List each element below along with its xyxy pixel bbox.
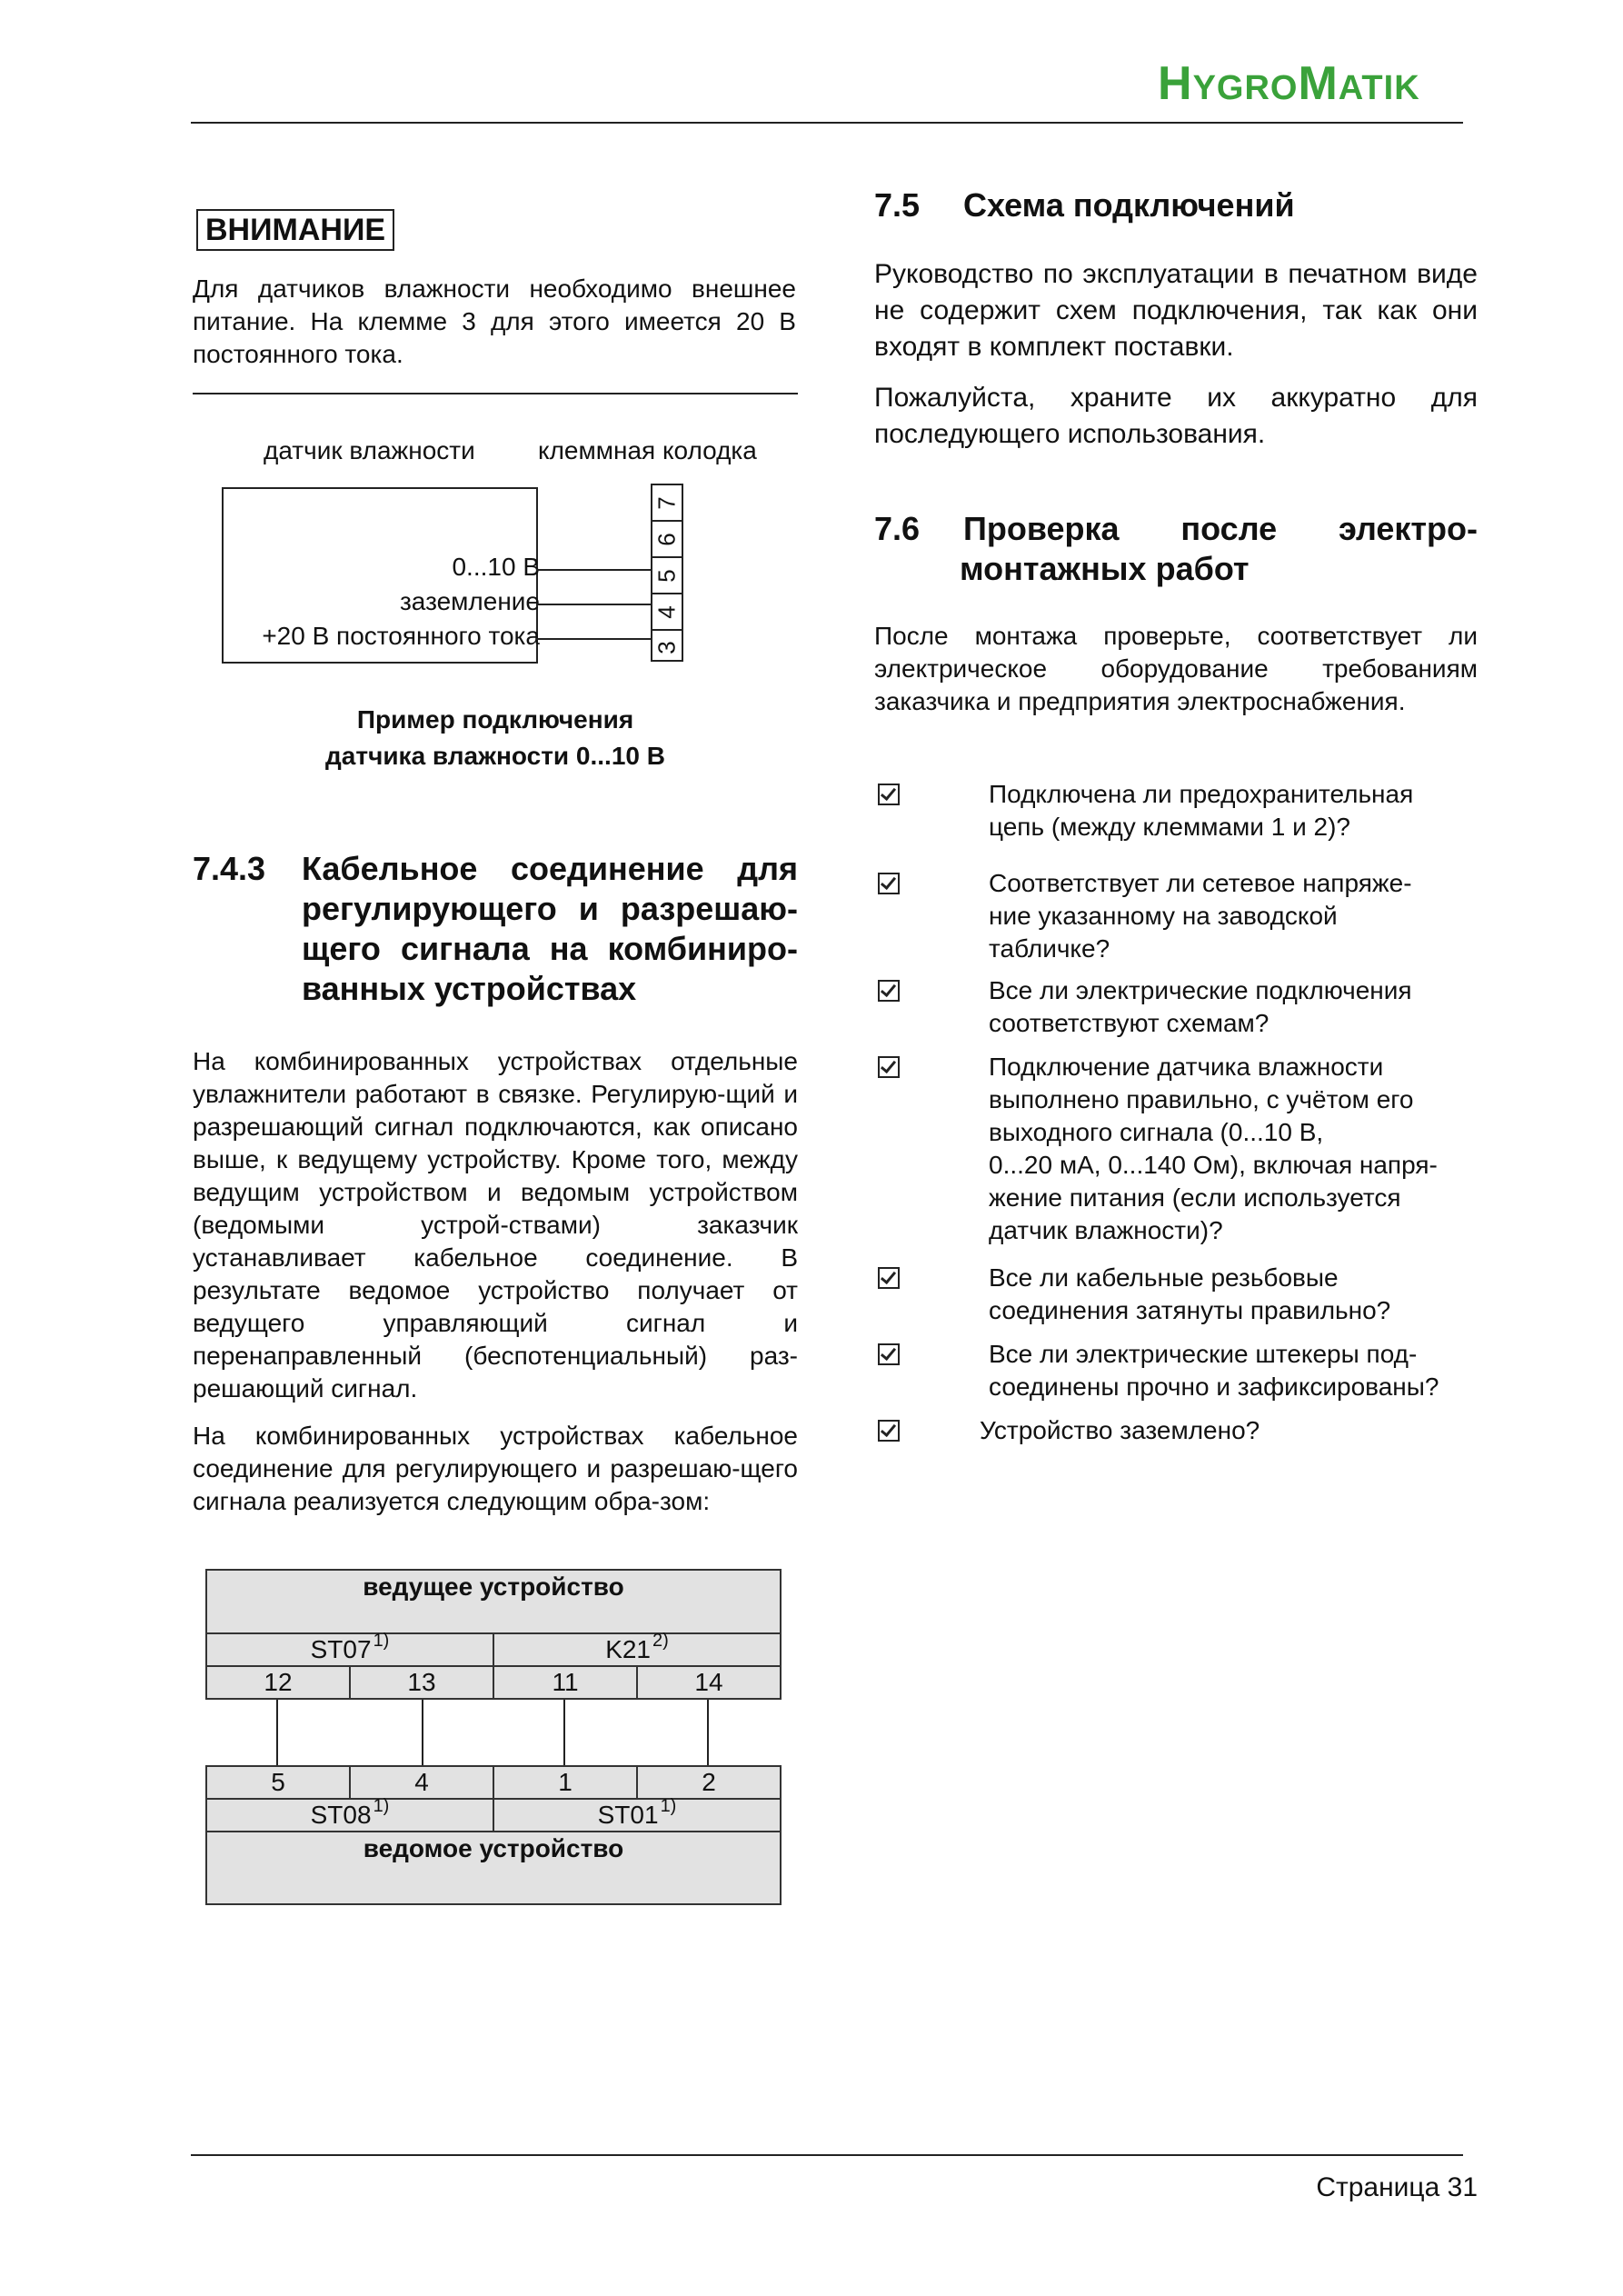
slave-connector: ST01 1) bbox=[493, 1798, 782, 1832]
paragraph: Пожалуйста, храните их аккуратно для последующего использования. bbox=[874, 383, 1478, 449]
slave-title: ведомое устройство bbox=[205, 1831, 782, 1905]
master-connector: ST07 1) bbox=[205, 1632, 494, 1667]
footer-rule bbox=[191, 2154, 1463, 2156]
wire bbox=[276, 1700, 278, 1765]
checkbox-icon bbox=[878, 1343, 900, 1365]
signal-label: заземление bbox=[399, 587, 540, 615]
checklist-item: Устройство заземлено? bbox=[980, 1416, 1260, 1444]
connection-table bbox=[205, 1569, 782, 1905]
master-pin: 12 bbox=[205, 1665, 351, 1700]
header-rule bbox=[191, 122, 1463, 124]
paragraph: На комбинированных устройствах кабельное соединение для регулирующего и разрешаю-щего сигнала реализуется следующим обра-зом: bbox=[193, 1422, 798, 1515]
sensor-label: датчик влажности bbox=[264, 436, 475, 464]
checklist-item: Все ли кабельные резьбовые соединения затянуты правильно? bbox=[989, 1263, 1391, 1324]
paragraph: На комбинированных устройствах отдельные увлажнители работают в связке. Регулирую-щий и разрешающий сигнал подключаются, как описано выше, к ведущему устройству. Кроме того, между ведущим устройством и ведомым устройством (ведомыми устрой-ствами) заказчик устанавливает кабельное соединение. В результате ведомое устройство получает от ведущего управляющий сигнал и перенаправленный (беспотенциальный) раз-решающий сигнал. bbox=[193, 1047, 798, 1403]
signal-label: 0...10 В bbox=[452, 553, 540, 581]
slave-connector: ST08 1) bbox=[205, 1798, 494, 1832]
terminal-number: 4 bbox=[652, 604, 681, 619]
wire bbox=[563, 1700, 565, 1765]
section-743-title: Кабельное соединение для регулирующего и разрешаю-щего сигнала на комбиниро-ванных устройствах bbox=[302, 850, 798, 1007]
checklist-item: Соответствует ли сетевое напряже- ние указанному на заводской табличке? bbox=[989, 869, 1412, 963]
wire bbox=[422, 1700, 423, 1765]
warning-text: Для датчиков влажности необходимо внешнее питание. На клемме 3 для этого имеется 20 В постоянного тока. bbox=[193, 275, 796, 368]
page-number: Страница 31 bbox=[1316, 2172, 1478, 2202]
signal-wire bbox=[536, 604, 651, 605]
master-pin: 13 bbox=[349, 1665, 494, 1700]
terminal-block bbox=[651, 484, 683, 662]
wire bbox=[707, 1700, 709, 1765]
slave-pin: 1 bbox=[493, 1765, 638, 1800]
paragraph: После монтажа проверьте, соответствует ли электрическое оборудование требованиям заказчика и предприятия электроснабжения. bbox=[874, 622, 1478, 715]
section-75-number: 7.5 bbox=[874, 186, 921, 224]
checkbox-icon bbox=[878, 1056, 900, 1078]
terminal-number: 6 bbox=[652, 532, 681, 546]
slave-pin: 2 bbox=[636, 1765, 782, 1800]
checkbox-icon bbox=[878, 980, 900, 1002]
diagram-caption: Пример подключения датчика влажности 0...10 В bbox=[325, 705, 665, 770]
signal-wire bbox=[536, 638, 651, 640]
checkbox-icon bbox=[878, 1267, 900, 1289]
terminal-number: 3 bbox=[652, 640, 681, 654]
slave-pin: 4 bbox=[349, 1765, 494, 1800]
checklist-item: Подключена ли предохранительная цепь (между клеммами 1 и 2)? bbox=[989, 780, 1414, 841]
master-title: ведущее устройство bbox=[205, 1569, 782, 1634]
terminal-label: клеммная колодка bbox=[538, 436, 757, 464]
warning-rule bbox=[193, 393, 798, 394]
master-connector: K21 2) bbox=[493, 1632, 782, 1667]
section-76-title: монтажных работ bbox=[960, 550, 1250, 587]
checkbox-icon bbox=[878, 784, 900, 805]
terminal-number: 5 bbox=[652, 568, 681, 583]
section-76-number: 7.6 bbox=[874, 510, 921, 547]
paragraph: Руководство по эксплуатации в печатном виде не содержит схем подключения, так как они входят в комплект поставки. bbox=[874, 259, 1478, 362]
signal-label: +20 В постоянного тока bbox=[262, 622, 540, 650]
warning-title: ВНИМАНИЕ bbox=[196, 209, 394, 251]
signal-wire bbox=[536, 569, 651, 571]
section-743-number: 7.4.3 bbox=[193, 850, 266, 887]
master-pin: 14 bbox=[636, 1665, 782, 1700]
section-76-title: Проверка после электро- bbox=[963, 510, 1478, 547]
terminal-number: 7 bbox=[652, 495, 681, 510]
checklist-item: Подключение датчика влажности выполнено правильно, с учётом его выходного сигнала (0...10 В, 0...20 мА, 0...140 Ом), включая напря- жение питания (если используется датчик влажности)? bbox=[989, 1053, 1438, 1244]
section-75-title: Схема подключений bbox=[963, 186, 1295, 224]
checkbox-icon bbox=[878, 1420, 900, 1442]
checklist-item: Все ли электрические подключения соответствуют схемам? bbox=[989, 976, 1412, 1037]
master-pin: 11 bbox=[493, 1665, 638, 1700]
checkbox-icon bbox=[878, 873, 900, 894]
slave-pin: 5 bbox=[205, 1765, 351, 1800]
checklist-item: Все ли электрические штекеры под- соединены прочно и зафиксированы? bbox=[989, 1340, 1439, 1401]
sensor-diagram bbox=[218, 436, 782, 673]
hygromatik-logo: HYGROMATIK bbox=[1158, 57, 1420, 110]
